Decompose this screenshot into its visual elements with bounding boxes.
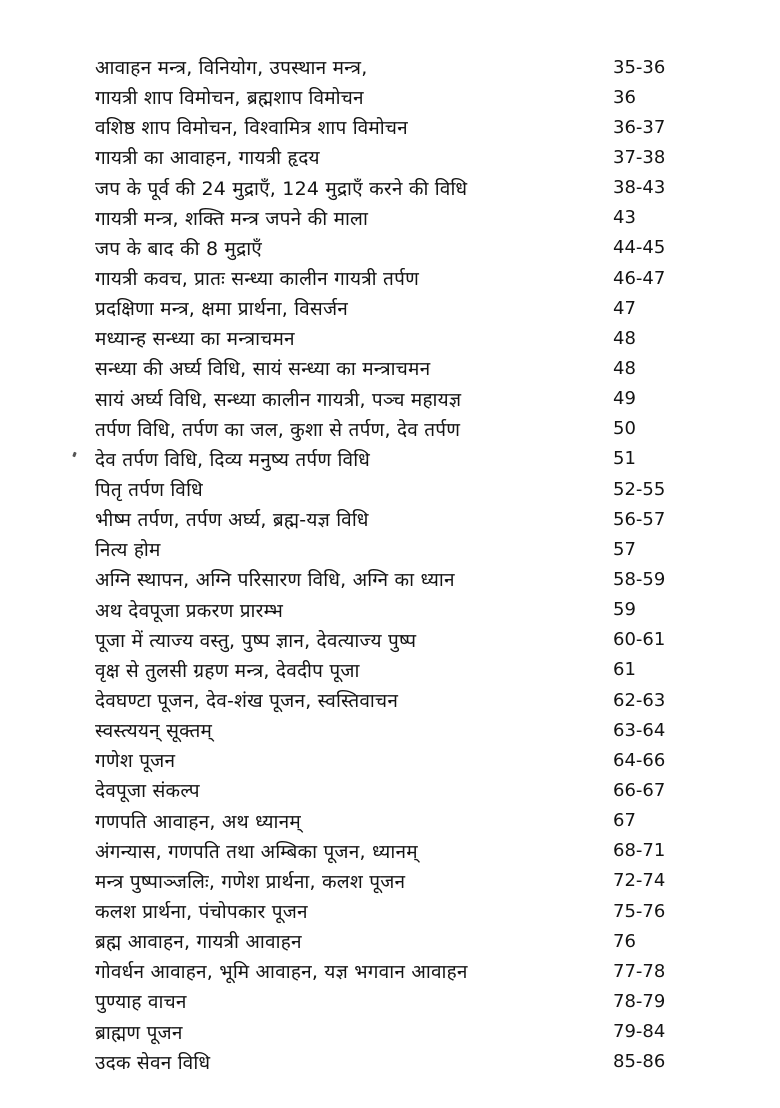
toc-entry xyxy=(95,956,695,986)
toc-entry xyxy=(95,293,695,323)
toc-entry-pages: 67 xyxy=(613,810,636,832)
toc-entry-title: नित्य होम xyxy=(95,539,161,562)
toc-entry-title: सन्ध्या की अर्घ्य विधि, सायं सन्ध्या का मन्त्राचमन xyxy=(95,358,431,381)
toc-entry-pages: 77-78 xyxy=(613,960,666,982)
toc-entry-pages: 48 xyxy=(613,327,636,349)
toc-entry-pages: 51 xyxy=(613,448,636,470)
toc-entry xyxy=(95,836,695,866)
toc-entry-title: वृक्ष से तुलसी ग्रहण मन्त्र, देवदीप पूजा xyxy=(95,659,360,682)
toc-entry-title: सायं अर्घ्य विधि, सन्ध्या कालीन गायत्री, पञ्च महायज्ञ xyxy=(95,388,462,411)
toc-entry-title: गायत्री शाप विमोचन, ब्रह्मशाप विमोचन xyxy=(95,87,364,110)
toc-entry-pages: 76 xyxy=(613,930,636,952)
toc-entry-pages: 75-76 xyxy=(613,900,666,922)
toc-entry-title: प्रदक्षिणा मन्त्र, क्षमा प्रार्थना, विसर्जन xyxy=(95,298,348,321)
toc-entry xyxy=(95,564,695,594)
toc-entry-title: गोवर्धन आवाहन, भूमि आवाहन, यज्ञ भगवान आवाहन xyxy=(95,961,468,984)
toc-entry xyxy=(95,896,695,926)
toc-entry xyxy=(95,112,695,142)
toc-entry xyxy=(95,775,695,805)
toc-entry-title: देवघण्टा पूजन, देव-शंख पूजन, स्वस्तिवाचन xyxy=(95,690,399,713)
toc-entry xyxy=(95,595,695,625)
toc-entry-title: तर्पण विधि, तर्पण का जल, कुशा से तर्पण, देव तर्पण xyxy=(95,418,461,441)
toc-entry xyxy=(95,173,695,203)
toc-entry-pages: 58-59 xyxy=(613,568,666,590)
toc-entry xyxy=(95,986,695,1016)
toc-entry-pages: 72-74 xyxy=(613,870,666,892)
toc-entry xyxy=(95,715,695,745)
toc-entry xyxy=(95,414,695,444)
toc-entry xyxy=(95,353,695,383)
toc-entry-title: अग्नि स्थापन, अग्नि परिसारण विधि, अग्नि का ध्यान xyxy=(95,569,455,592)
toc-entry-title: जप के पूर्व की 24 मुद्राएँ, 124 मुद्राएँ करने की विधि xyxy=(95,177,468,200)
toc-entry-title: देवपूजा संकल्प xyxy=(95,780,200,803)
toc-entry-pages: 47 xyxy=(613,297,636,319)
toc-entry-pages: 52-55 xyxy=(613,478,666,500)
toc-entry-title: मन्त्र पुष्पाञ्जलिः, गणेश प्रार्थना, कलश पूजन xyxy=(95,870,406,893)
toc-entry-pages: 46-47 xyxy=(613,267,666,289)
toc-entry xyxy=(95,866,695,896)
toc-entry-title: पूजा में त्याज्य वस्तु, पुष्प ज्ञान, देवत्याज्य पुष्प xyxy=(95,629,417,652)
toc-entry xyxy=(95,203,695,233)
toc-entry-pages: 61 xyxy=(613,659,636,681)
toc-entry xyxy=(95,685,695,715)
toc-entry-pages: 37-38 xyxy=(613,146,666,168)
toc-entry xyxy=(95,504,695,534)
toc-entry-pages: 68-71 xyxy=(613,840,666,862)
toc-entry-pages: 79-84 xyxy=(613,1021,666,1043)
toc-entry xyxy=(95,444,695,474)
toc-entry-pages: 38-43 xyxy=(613,177,666,199)
print-speck xyxy=(72,452,77,458)
toc-entry xyxy=(95,233,695,263)
toc-entry-title: भीष्म तर्पण, तर्पण अर्घ्य, ब्रह्म-यज्ञ विधि xyxy=(95,509,369,532)
toc-entry xyxy=(95,142,695,172)
toc-entry-pages: 64-66 xyxy=(613,749,666,771)
toc-entry-title: पुण्याह वाचन xyxy=(95,991,187,1014)
toc-entry xyxy=(95,655,695,685)
toc-entry-title: ब्रह्म आवाहन, गायत्री आवाहन xyxy=(95,931,302,954)
toc-entry-pages: 48 xyxy=(613,357,636,379)
toc-entry-title: वशिष्ठ शाप विमोचन, विश्वामित्र शाप विमोचन xyxy=(95,117,408,140)
toc-entry-pages: 49 xyxy=(613,388,636,410)
toc-entry-pages: 60-61 xyxy=(613,629,666,651)
toc-entry xyxy=(95,323,695,353)
toc-entry-pages: 50 xyxy=(613,418,636,440)
toc-entry xyxy=(95,82,695,112)
toc-entry xyxy=(95,474,695,504)
toc-entry-title: गायत्री का आवाहन, गायत्री हृदय xyxy=(95,147,320,170)
toc-entry-title: गायत्री कवच, प्रातः सन्ध्या कालीन गायत्री तर्पण xyxy=(95,268,420,291)
toc-entry xyxy=(95,52,695,82)
toc-entry-pages: 43 xyxy=(613,207,636,229)
toc-entry-title: पितृ तर्पण विधि xyxy=(95,479,203,502)
toc-entry-title: देव तर्पण विधि, दिव्य मनुष्य तर्पण विधि xyxy=(95,448,371,471)
toc-entry xyxy=(95,926,695,956)
toc-entry xyxy=(95,806,695,836)
toc-entry-title: कलश प्रार्थना, पंचोपकार पूजन xyxy=(95,901,308,923)
toc-entry-title: आवाहन मन्त्र, विनियोग, उपस्थान मन्त्र, xyxy=(95,57,368,80)
toc-entry-pages: 36 xyxy=(613,86,636,108)
toc-entry xyxy=(95,1017,695,1047)
toc-entry-pages: 62-63 xyxy=(613,689,666,711)
toc-entry-title: ब्राह्मण पूजन xyxy=(95,1021,183,1044)
toc-entry xyxy=(95,1047,695,1077)
toc-entry-pages: 35-36 xyxy=(613,56,666,78)
toc-entry-title: उदक सेवन विधि xyxy=(95,1051,211,1074)
toc-entry-title: अथ देवपूजा प्रकरण प्रारम्भ xyxy=(95,599,284,622)
toc-entry-title: मध्यान्ह सन्ध्या का मन्त्राचमन xyxy=(95,328,295,351)
toc-entry-pages: 63-64 xyxy=(613,719,666,741)
toc-entry-pages: 44-45 xyxy=(613,237,666,259)
toc-entry-pages: 66-67 xyxy=(613,779,666,801)
toc-entry xyxy=(95,745,695,775)
table-of-contents xyxy=(95,52,695,1077)
toc-entry xyxy=(95,625,695,655)
toc-entry-pages: 78-79 xyxy=(613,990,666,1012)
toc-entry-title: गणपति आवाहन, अथ ध्यानम् xyxy=(95,810,301,833)
toc-entry-pages: 56-57 xyxy=(613,508,666,530)
toc-entry-pages: 57 xyxy=(613,538,636,560)
toc-entry xyxy=(95,534,695,564)
toc-entry-title: स्वस्त्ययन् सूक्तम् xyxy=(95,720,213,743)
toc-entry-title: गणेश पूजन xyxy=(95,750,176,773)
toc-entry-title: अंगन्यास, गणपति तथा अम्बिका पूजन, ध्यानम् xyxy=(95,840,418,863)
toc-entry-title: जप के बाद की 8 मुद्राएँ xyxy=(95,237,263,260)
toc-entry xyxy=(95,384,695,414)
toc-entry-title: गायत्री मन्त्र, शक्ति मन्त्र जपने की माला xyxy=(95,207,369,230)
toc-entry-pages: 36-37 xyxy=(613,116,666,138)
toc-entry-pages: 59 xyxy=(613,599,636,621)
toc-entry-pages: 85-86 xyxy=(613,1051,666,1073)
toc-entry xyxy=(95,263,695,293)
